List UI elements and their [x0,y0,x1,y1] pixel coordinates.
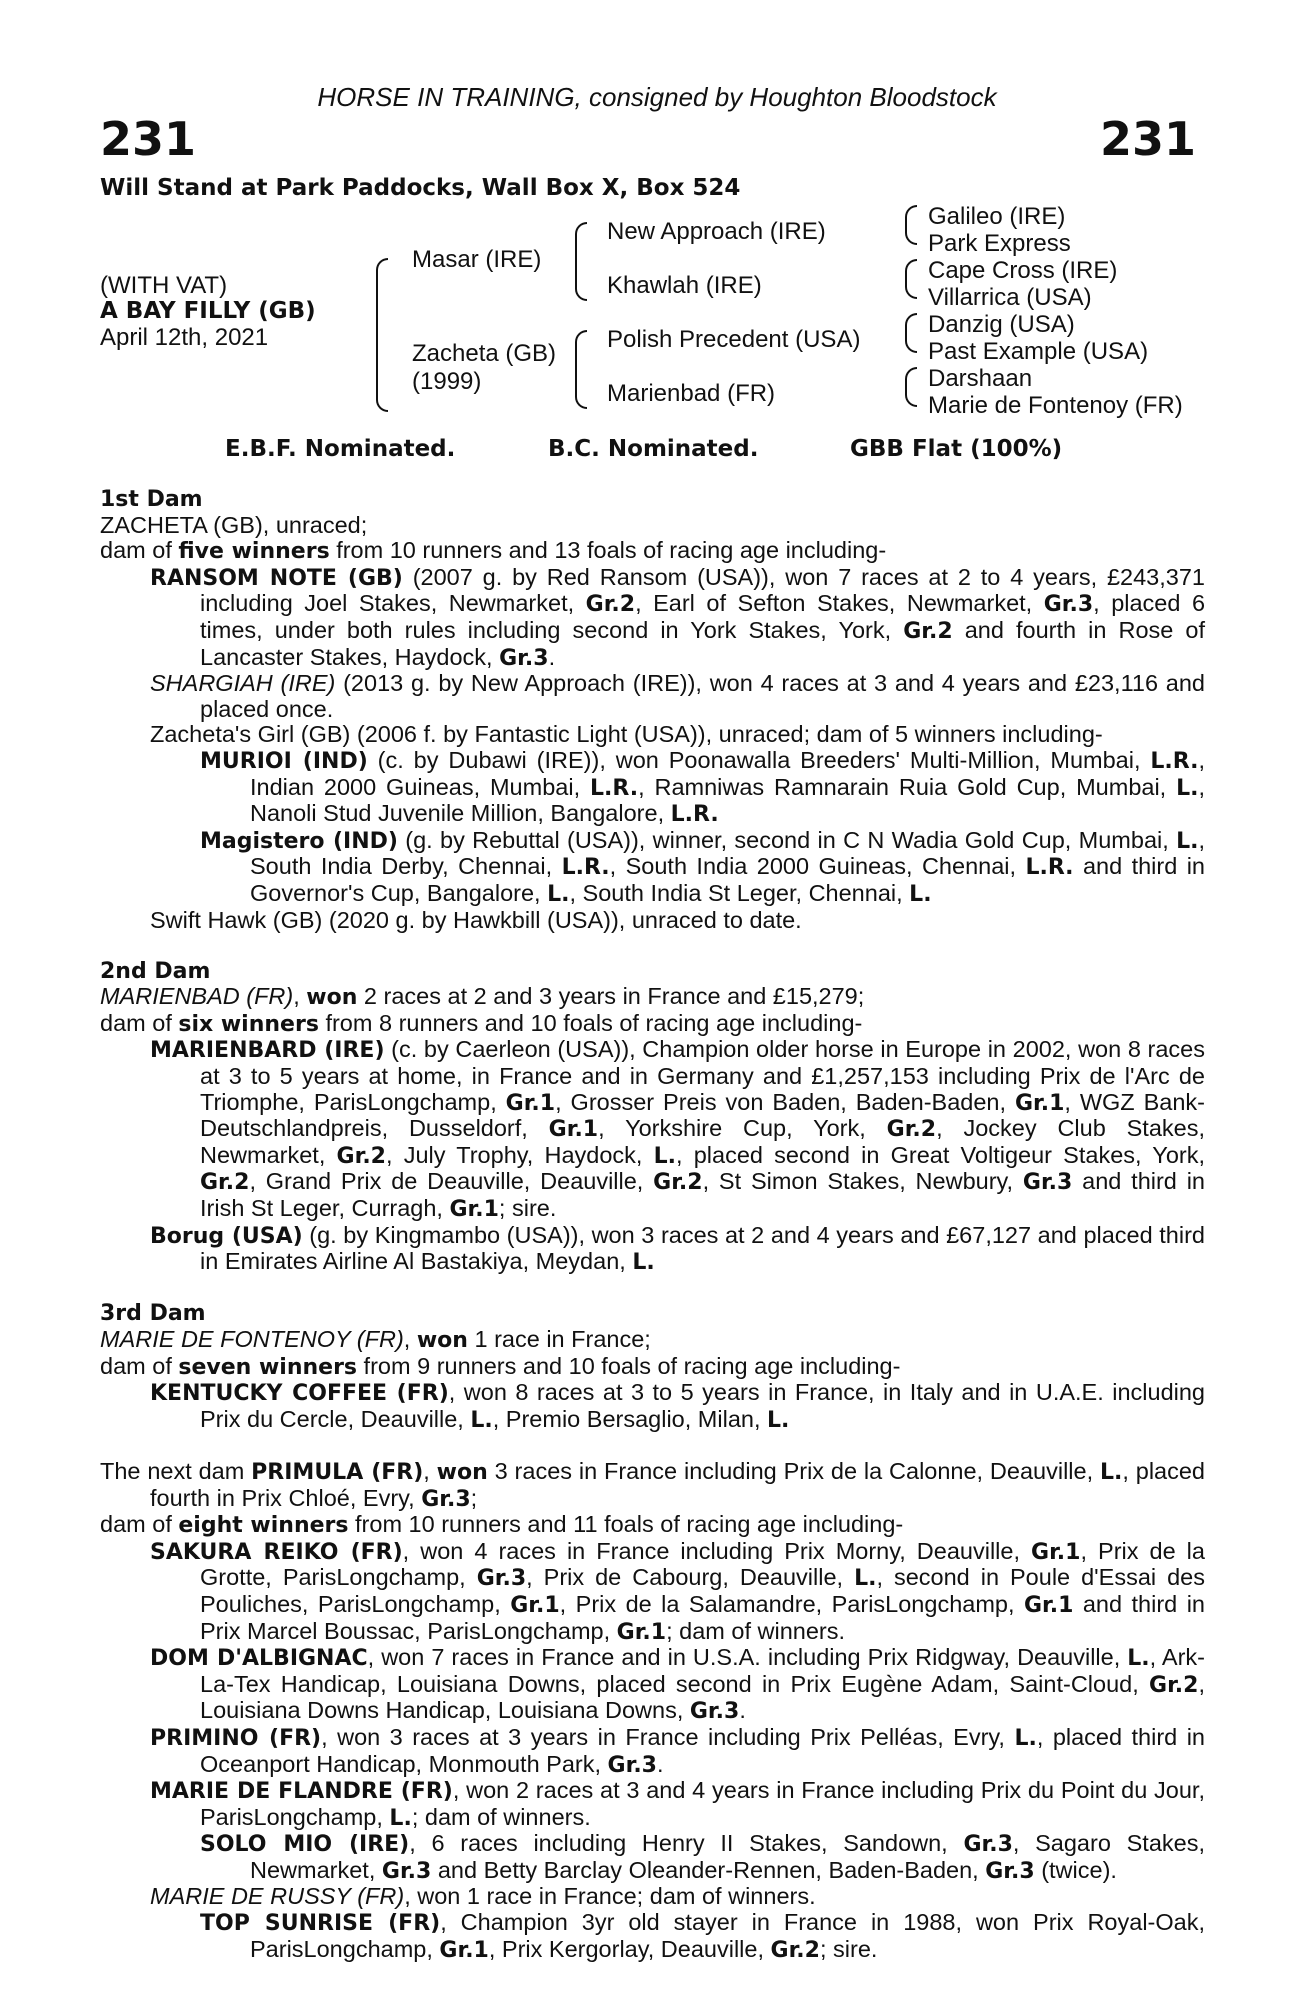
produce-entry: MARIE DE FLANDRE (FR), won 2 races at 3 and 4 years in France including Prix du Point du Jour, ParisLongchamp, L.; dam of winners. [150,1777,1205,1831]
produce-entry: DOM D'ALBIGNAC, won 7 races in France and in U.S.A. including Prix Ridgway, Deauville, L., Ark-La-Tex Handicap, Louisiana Downs, placed second in Prix Eugène Adam, Saint-Cloud, Gr.2, Louisiana Downs Handicap, Louisiana Downs, Gr.3. [150,1644,1206,1725]
second-dam-intro: MARIENBAD (FR), won 2 races at 2 and 3 years in France and £15,279; [100,983,865,1011]
produce-entry: TOP SUNRISE (FR), Champion 3yr old stayer in France in 1988, won Prix Royal-Oak, ParisLongchamp, Gr.1, Prix Kergorlay, Deauville, Gr.2; sire. [200,1909,1205,1963]
pedigree-brace-dd [905,367,917,407]
gbb-flat: GBB Flat (100%) [850,436,1063,462]
produce-entry: SHARGIAH (IRE) (2013 g. by New Approach (IRE)), won 4 races at 3 and 4 years and £23,116 and placed once. [150,670,1205,722]
pedigree-brace-dam [575,330,587,409]
produce-entry: Swift Hawk (GB) (2020 g. by Hawkbill (USA)), unraced to date. [150,906,802,933]
first-dam-intro: ZACHETA (GB), unraced; [100,511,368,538]
pedigree-dam-dam: Marienbad (FR) [607,380,776,407]
pedigree-brace-ds [905,313,917,353]
produce-entry: MARIENBARD (IRE) (c. by Caerleon (USA)), Champion older horse in Europe in 2002, won 8 races at 3 to 5 years at home, in France and in Germany and £1,257,153 including Prix de l'Arc de Triomphe, ParisLongchamp, Gr.1, Grosser Preis von Baden, Baden-Baden, Gr.1, WGZ Bank-Deutschlandpreis, Dusseldorf, Gr.1, Yorkshire Cup, York, Gr.2, Jockey Club Stakes, Newmarket, Gr.2, July Trophy, Haydock, L., placed second in Great Voltigeur Stakes, York, Gr.2, Grand Prix de Deauville, Deauville, Gr.2, St Simon Stakes, Newbury, Gr.3 and third in Irish St Leger, Curragh, Gr.1; sire. [150,1036,1206,1223]
pedigree-dss: Danzig (USA) [928,311,1075,338]
horse-name: A BAY FILLY (GB) [100,298,316,324]
next-dam-summary: dam of eight winners from 10 runners and 11 foals of racing age including- [100,1511,904,1539]
stand-location: Will Stand at Park Paddocks, Wall Box X, Box 524 [100,175,741,201]
pedigree-dam-sire: Polish Precedent (USA) [607,326,861,353]
pedigree-sdd: Villarrica (USA) [928,284,1092,311]
pedigree-sire-sire: New Approach (IRE) [607,218,826,245]
produce-entry: MARIE DE RUSSY (FR), won 1 race in France; dam of winners. [150,1883,816,1910]
pedigree-brace-sire [575,222,587,301]
produce-entry: Borug (USA) (g. by Kingmambo (USA)), won 3 races at 2 and 4 years and £67,127 and placed third in Emirates Airline Al Bastakiya, Meydan, L. [150,1221,1205,1276]
pedigree-sire: Masar (IRE) [412,246,542,273]
horse-dob: April 12th, 2021 [100,324,269,351]
produce-entry: SOLO MIO (IRE), 6 races including Henry II Stakes, Sandown, Gr.3, Sagaro Stakes, Newmarket, Gr.3 and Betty Barclay Oleander-Rennen, Baden-Baden, Gr.3 (twice). [200,1830,1205,1884]
next-dam-intro: The next dam PRIMULA (FR), won 3 races in France including Prix de la Calonne, Deauville, L., placed fourth in Prix Chloé, Evry, Gr.3; [100,1457,1205,1512]
first-dam-heading: 1st Dam [100,487,203,512]
pedigree-ddd: Marie de Fontenoy (FR) [928,392,1183,419]
lot-number-right: 231 [1099,112,1196,166]
pedigree-dsd: Past Example (USA) [928,338,1149,365]
second-dam-summary: dam of six winners from 8 runners and 10 foals of racing age including- [100,1009,863,1037]
produce-entry: Magistero (IND) (g. by Rebuttal (USA)), winner, second in C N Wadia Gold Cup, Mumbai, L., South India Derby, Chennai, L.R., South India 2000 Guineas, Chennai, L.R. and third in Governor's Cup, Bangalore, L., South India St Leger, Chennai, L. [200,826,1206,907]
third-dam-intro: MARIE DE FONTENOY (FR), won 1 race in France; [100,1326,651,1353]
vat-note: (WITH VAT) [100,272,228,299]
produce-entry: MURIOI (IND) (c. by Dubawi (IRE)), won Poonawalla Breeders' Multi-Million, Mumbai, L.R., Indian 2000 Guineas, Mumbai, L.R., Ramniwas Ramnarain Ruia Gold Cup, Mumbai, L., Nanoli Stud Juvenile Million, Bangalore, L.R. [200,746,1206,828]
lot-number-left: 231 [100,112,197,166]
catalogue-caption: HORSE IN TRAINING, consigned by Houghton Bloodstock [317,82,997,112]
pedigree-brace-sd [905,259,917,299]
produce-entry: KENTUCKY COFFEE (FR), won 8 races at 3 to 5 years in France, in Italy and in U.A.E. including Prix du Cercle, Deauville, L., Premio Bersaglio, Milan, L. [150,1379,1205,1433]
pedigree-sss: Galileo (IRE) [928,203,1066,230]
pedigree-text [100,487,1205,1963]
ebf-nomination: E.B.F. Nominated. [225,436,456,462]
pedigree-dam: Zacheta (GB) [412,340,557,367]
produce-entry: RANSOM NOTE (GB) (2007 g. by Red Ransom (USA)), won 7 races at 2 to 4 years, £243,371 including Joel Stakes, Newmarket, Gr.2, Earl of Sefton Stakes, Newmarket, Gr.3, placed 6 times, under both rules including second in York Stakes, York, Gr.2 and fourth in Rose of Lancaster Stakes, Haydock, Gr.3. [150,563,1206,671]
first-dam-summary: dam of five winners from 10 runners and 13 foals of racing age including- [100,537,887,565]
produce-entry: PRIMINO (FR), won 3 races at 3 years in France including Prix Pelléas, Evry, L., placed third in Oceanport Handicap, Monmouth Park, Gr.3. [150,1723,1205,1778]
pedigree-brace-horse [376,258,388,412]
third-dam-summary: dam of seven winners from 9 runners and 10 foals of racing age including- [100,1352,901,1380]
pedigree-ssd: Park Express [928,230,1071,257]
pedigree-sds: Cape Cross (IRE) [928,257,1118,284]
third-dam-heading: 3rd Dam [100,1301,206,1327]
pedigree-sire-dam: Khawlah (IRE) [607,272,762,299]
pedigree-dds: Darshaan [928,365,1033,392]
produce-entry: Zacheta's Girl (GB) (2006 f. by Fantastic Light (USA)), unraced; dam of 5 winners including- [150,721,1103,748]
produce-entry: SAKURA REIKO (FR), won 4 races in France including Prix Morny, Deauville, Gr.1, Prix de la Grotte, ParisLongchamp, Gr.3, Prix de Cabourg, Deauville, L., second in Poule d'Essai des Pouliches, ParisLongchamp, Gr.1, Prix de la Salamandre, ParisLongchamp, Gr.1 and third in Prix Marcel Boussac, ParisLongchamp, Gr.1; dam of winners. [150,1537,1205,1645]
pedigree-brace-ss [905,205,917,245]
pedigree-dam-year: (1999) [412,368,482,395]
second-dam-heading: 2nd Dam [100,958,211,984]
bc-nomination: B.C. Nominated. [548,436,759,462]
